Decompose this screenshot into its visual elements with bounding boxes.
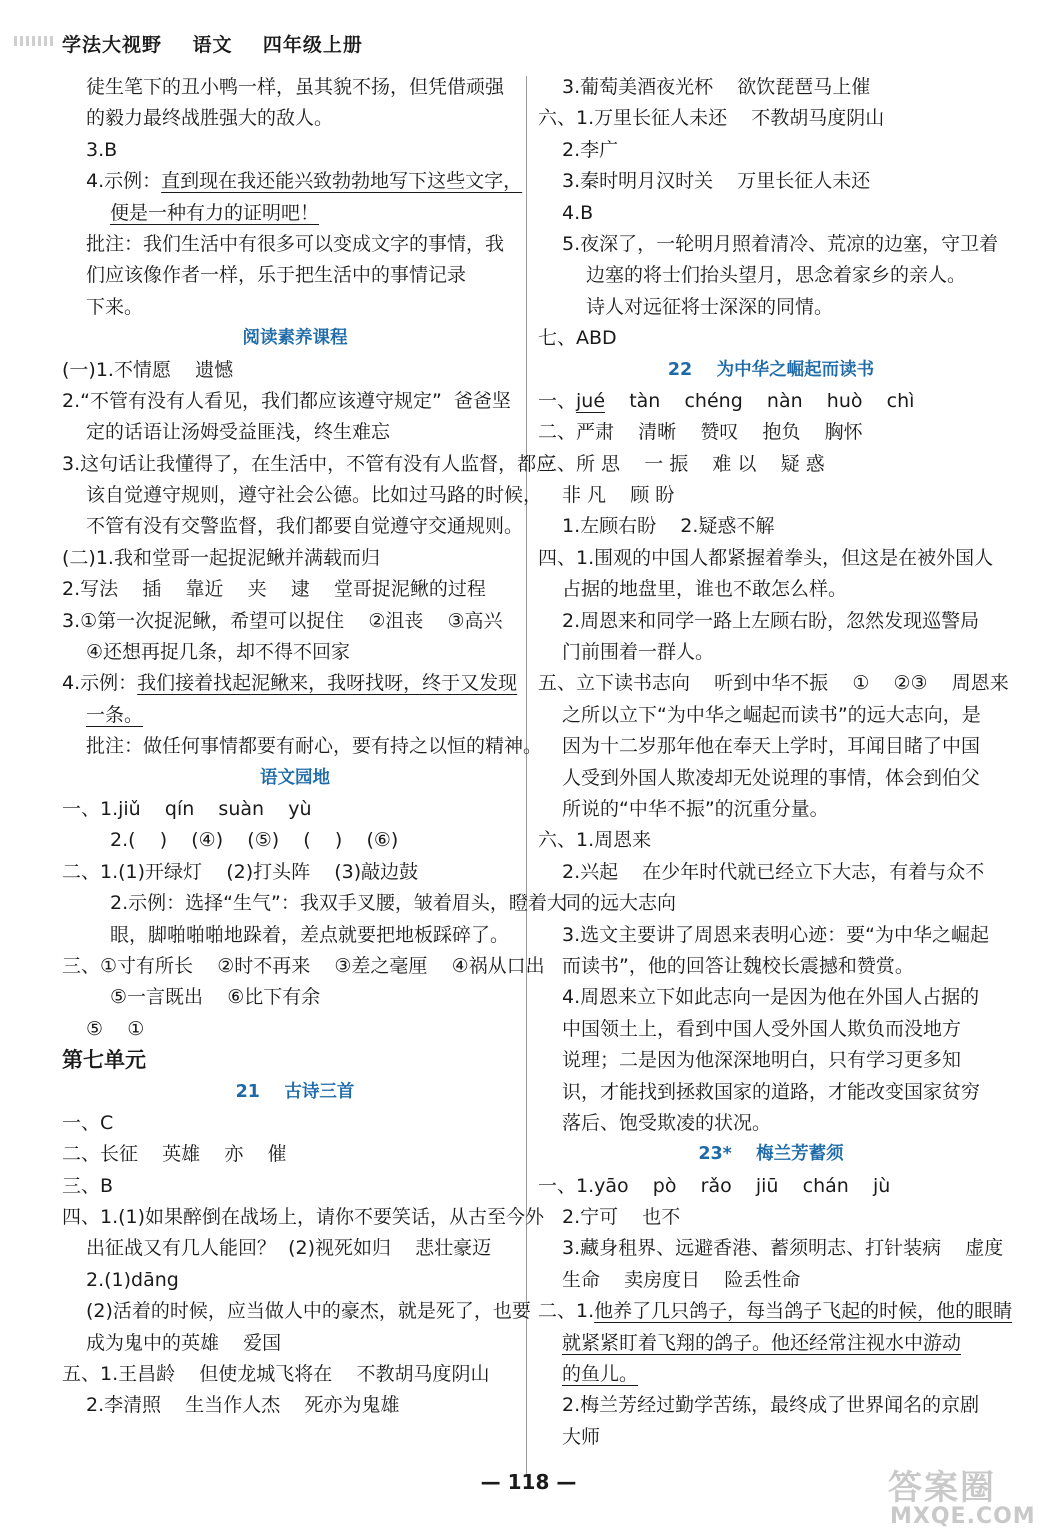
line-text: 2.梅兰芳经过勤学苦练，最终成了世界闻名的京剧 xyxy=(562,1394,980,1417)
line-text: 大师 xyxy=(562,1425,601,1448)
answer-line xyxy=(538,700,1004,731)
line-text: 3.藏身租界、远避香港、蓄须明志、打针装病 虚度 xyxy=(562,1237,1004,1260)
answer-line xyxy=(538,637,1004,668)
line-text: (2)活着的时候，应当做人中的豪杰，就是死了，也要 xyxy=(86,1300,531,1323)
underlined-text: 便是一种有力的证明吧！ xyxy=(110,201,320,224)
answer-line xyxy=(538,1422,1004,1453)
line-text: 门前围着一群人。 xyxy=(562,641,715,664)
line-text: 七、ABD xyxy=(538,327,617,350)
line-text: 4.周恩来立下如此志向一是因为他在外国人占据的 xyxy=(562,986,980,1009)
answer-line xyxy=(538,1171,1004,1202)
answer-line xyxy=(62,166,528,197)
answer-line xyxy=(62,355,528,386)
line-text: 同的远大志向 xyxy=(562,892,677,915)
unit-title xyxy=(62,1045,528,1076)
answer-line xyxy=(62,198,528,229)
answer-line xyxy=(62,72,528,103)
line-text: 落后、饱受欺凌的状况。 xyxy=(562,1111,772,1134)
line-text: 3.秦时明月汉时关 万里长征人未还 xyxy=(562,170,871,193)
line-text: 三、所 思 一 振 难 以 疑 惑 xyxy=(538,452,825,475)
answer-line xyxy=(62,574,528,605)
line-text: 2.宁可 也不 xyxy=(562,1206,681,1229)
line-text: 该自觉遵守规则，遵守社会公德。比如过马路的时候， xyxy=(86,484,543,507)
answer-line xyxy=(538,543,1004,574)
line-text: 2.“不管有没有人看见，我们都应该遵守规定” 爸爸坚 xyxy=(62,389,511,412)
answer-line xyxy=(62,417,528,448)
answer-line xyxy=(538,103,1004,134)
line-text: 2.(1)dāng xyxy=(86,1268,179,1291)
line-text: ④还想再捉几条，却不得不回家 xyxy=(86,641,351,664)
answer-line xyxy=(62,1296,531,1327)
answer-line xyxy=(62,511,528,542)
line-text: 一、 xyxy=(538,389,577,412)
line-text: 5.夜深了，一轮明月照着清冷、荒凉的边塞，守卫着 xyxy=(562,232,999,255)
answer-line xyxy=(538,1108,1004,1139)
line-text: 不管有没有交警监督，我们都要自觉遵守交通规则。 xyxy=(86,515,524,538)
line-text: 眼，脚啪啪啪地跺着，差点就要把地板踩碎了。 xyxy=(110,923,510,946)
answer-line xyxy=(538,1265,1004,1296)
underlined-text: 他养了几只鸽子，每当鸽子飞起的时候，他的眼睛 xyxy=(594,1300,1013,1323)
line-text: 三、B xyxy=(62,1174,114,1197)
answer-line xyxy=(62,1014,528,1045)
line-text: 四、1.围观的中国人都紧握着拳头，但这是在被外国人 xyxy=(538,546,994,569)
answer-line xyxy=(62,1139,528,1170)
line-text: 的毅力最终战胜强大的敌人。 xyxy=(86,107,334,130)
line-text: 二、1.(1)开绿灯 (2)打头阵 (3)敲边鼓 xyxy=(62,860,419,883)
line-text: 之所以立下“为中华之崛起而读书”的远大志向，是 xyxy=(562,703,981,726)
watermark-main: 答案圈 xyxy=(888,1468,996,1508)
answer-line xyxy=(62,1202,545,1233)
line-text: 二、长征 英雄 亦 催 xyxy=(62,1143,287,1166)
line-text: 诗人对远征将士深深的同情。 xyxy=(586,295,834,318)
answer-line xyxy=(62,794,528,825)
answer-line xyxy=(62,1328,528,1359)
underlined-text: 就紧紧盯着飞翔的鸽子。他还经常注视水中游动 xyxy=(562,1331,962,1354)
answer-line xyxy=(538,731,1004,762)
line-text: 阅读素养课程 xyxy=(242,328,348,349)
section-heading xyxy=(62,323,528,354)
answer-line xyxy=(538,1045,1004,1076)
line-text: 语文园地 xyxy=(260,767,330,788)
line-text: 二、1. xyxy=(538,1300,595,1323)
answer-line xyxy=(538,1014,1004,1045)
answer-line xyxy=(538,825,1004,856)
answer-line xyxy=(62,982,528,1013)
line-text: 徒生笔下的丑小鸭一样，虽其貌不扬，但凭借顽强 xyxy=(86,76,505,98)
underlined-text: 直到现在我还能兴致勃勃地写下这些文字， xyxy=(161,170,523,193)
answer-line xyxy=(62,135,528,166)
watermark-logo xyxy=(880,1460,1050,1534)
line-text: 一、1.jiǔ qín suàn yù xyxy=(62,797,312,820)
line-text: 五、立下读书志向 听到中华不振 ① ②③ 周恩来 xyxy=(538,672,1009,695)
answer-line xyxy=(62,1265,528,1296)
answer-line xyxy=(62,1233,528,1264)
page-header xyxy=(0,0,1057,62)
section-heading xyxy=(538,1139,1004,1170)
line-text: 二、严肃 清晰 赞叹 抱负 胸怀 xyxy=(538,421,863,444)
line-text: 占据的地盘里，谁也不敢怎么样。 xyxy=(562,578,848,601)
line-text: 六、1.万里长征人未还 不教胡马度阴山 xyxy=(538,107,885,130)
line-text: 4.B xyxy=(562,201,594,224)
underlined-text: 一条。 xyxy=(86,703,144,726)
answer-line xyxy=(538,574,1004,605)
answer-line xyxy=(538,857,1004,888)
line-text: 批注：做任何事情都要有耐心，要有持之以恒的精神。 xyxy=(86,735,543,758)
section-heading xyxy=(538,355,1004,386)
line-text: 4.示例： xyxy=(62,672,138,695)
answer-line xyxy=(538,72,1004,103)
line-text: 三、①寸有所长 ②时不再来 ③差之毫厘 ④祸从口出 xyxy=(62,954,545,977)
page-number: — 118 — xyxy=(480,1470,577,1494)
line-text: 定的话语让汤姆受益匪浅，终生难忘 xyxy=(86,421,391,444)
answer-line xyxy=(538,386,1004,417)
answer-line xyxy=(62,260,528,291)
line-text: 3.B xyxy=(86,138,118,161)
line-text: 3.选文主要讲了周恩来表明心迹：要“为中华之崛起 xyxy=(562,923,989,946)
answer-line xyxy=(62,103,528,134)
line-text: 3.这句话让我懂得了，在生活中，不管有没有人监督，都应 xyxy=(62,452,556,475)
answer-line xyxy=(62,731,543,762)
line-text: 非 凡 顾 盼 xyxy=(562,484,675,507)
line-text: 而读书”，他的回答让魏校长震撼和赞赏。 xyxy=(562,954,914,977)
line-text: 出征战又有几人能回？ (2)视死如归 悲壮豪迈 xyxy=(86,1237,492,1260)
answer-line xyxy=(62,920,528,951)
answer-line xyxy=(538,1202,1004,1233)
right-column xyxy=(538,72,1013,1453)
line-text: 人受到外国人欺凌却无处说理的事情，体会到伯父 xyxy=(562,766,981,789)
answer-line xyxy=(62,825,528,856)
line-text: 边塞的将士们抬头望月，思念着家乡的亲人。 xyxy=(586,264,967,287)
answer-line xyxy=(538,417,1004,448)
line-text: 1.左顾右盼 2.疑惑不解 xyxy=(562,515,775,538)
answer-line xyxy=(62,857,528,888)
line-text: 所说的“中华不振”的沉重分量。 xyxy=(562,797,829,820)
answer-line xyxy=(538,763,1004,794)
line-text: 23* 梅兰芳蓄须 xyxy=(698,1144,844,1165)
answer-line xyxy=(62,668,528,699)
answer-line xyxy=(538,292,1004,323)
answer-line xyxy=(538,1077,1004,1108)
line-text: (二)1.我和堂哥一起捉泥鳅并满载而归 xyxy=(62,546,380,569)
line-text: 一、1.yāo pò rǎo jiū chán jù xyxy=(538,1174,891,1197)
underlined-text: 的鱼儿。 xyxy=(562,1363,639,1386)
answer-line xyxy=(62,543,528,574)
line-text: 第七单元 xyxy=(62,1048,146,1073)
line-text: 2.李广 xyxy=(562,138,619,161)
answer-line xyxy=(538,1233,1004,1264)
line-text: 下来。 xyxy=(86,295,144,318)
answer-line xyxy=(62,480,543,511)
answer-line xyxy=(538,794,1004,825)
line-text: 中国领土上，看到中国人受外国人欺负而没地方 xyxy=(562,1017,962,1040)
watermark-sub: MXQE.COM xyxy=(890,1504,1036,1529)
line-text: 说理；二是因为他深深地明白，只有学习更多知 xyxy=(562,1049,962,1072)
answer-line xyxy=(62,1390,528,1421)
line-text: 2.周恩来和同学一路上左顾右盼，忽然发现巡警局 xyxy=(562,609,980,632)
answer-line xyxy=(62,229,528,260)
answer-line xyxy=(538,920,1004,951)
line-text: 21 古诗三首 xyxy=(235,1081,355,1102)
answer-line xyxy=(62,1171,528,1202)
line-text: 因为十二岁那年他在奉天上学时，耳闻目睹了中国 xyxy=(562,735,981,758)
answer-line xyxy=(538,135,1004,166)
line-text: 2.写法 插 靠近 夹 逮 堂哥捉泥鳅的过程 xyxy=(62,578,486,601)
line-text: 六、1.周恩来 xyxy=(538,829,652,852)
answer-line xyxy=(62,888,566,919)
answer-line xyxy=(538,449,1004,480)
answer-line xyxy=(62,386,528,417)
line-text-rest: tàn chéng nàn huò chì xyxy=(605,389,915,412)
answer-line xyxy=(62,1359,528,1390)
line-text: ⑤一言既出 ⑥比下有余 xyxy=(110,986,321,1009)
section-heading xyxy=(62,763,528,794)
answer-line xyxy=(538,606,1004,637)
line-text: 2.李清照 生当作人杰 死亦为鬼雄 xyxy=(86,1394,400,1417)
answer-line xyxy=(538,668,1009,699)
line-text: 批注：我们生活中有很多可以变成文字的事情，我 xyxy=(86,232,505,255)
answer-line xyxy=(538,888,1004,919)
line-text: ⑤ ① xyxy=(86,1017,145,1040)
line-text: 五、1.王昌龄 但使龙城飞将在 不教胡马度阴山 xyxy=(62,1363,490,1386)
answer-line xyxy=(62,292,528,323)
header-decoration xyxy=(14,36,54,46)
answer-line xyxy=(62,637,528,668)
answer-line xyxy=(62,449,556,480)
answer-line xyxy=(538,323,1004,354)
answer-line xyxy=(538,198,1004,229)
header-title: 学法大视野 语文 四年级上册 xyxy=(62,34,363,56)
line-text: 4.示例： xyxy=(86,170,162,193)
line-text: 22 为中华之崛起而读书 xyxy=(667,359,875,380)
answer-line xyxy=(538,951,1004,982)
answer-line xyxy=(538,1328,1004,1359)
line-text: 3.葡萄美酒夜光杯 欲饮琵琶马上催 xyxy=(562,76,871,98)
left-column xyxy=(62,72,566,1422)
line-text: 识，才能找到拯救国家的道路，才能改变国家贫穷 xyxy=(562,1080,981,1103)
answer-line xyxy=(62,951,545,982)
line-text: 2.( ) (④) (⑤) ( ) (⑥) xyxy=(110,829,399,852)
answer-line xyxy=(538,1390,1004,1421)
line-text: 2.示例：选择“生气”：我双手叉腰，皱着眉头，瞪着大 xyxy=(110,892,566,915)
line-text: (一)1.不情愿 遗憾 xyxy=(62,358,234,381)
line-text: 一、C xyxy=(62,1111,114,1134)
answer-line xyxy=(538,511,1004,542)
underlined-text: jué xyxy=(576,389,606,412)
answer-line xyxy=(62,1108,528,1139)
answer-line xyxy=(538,166,1004,197)
answer-line xyxy=(62,606,528,637)
line-text: 们应该像作者一样，乐于把生活中的事情记录 xyxy=(86,264,467,287)
answer-line xyxy=(538,480,1004,511)
line-text: 成为鬼中的英雄 爱国 xyxy=(86,1331,282,1354)
line-text: 四、1.(1)如果醉倒在战场上，请你不要笑话，从古至今外 xyxy=(62,1206,545,1229)
answer-line xyxy=(538,1359,1004,1390)
answer-line xyxy=(538,1296,1013,1327)
line-text: 生命 卖房度日 险丢性命 xyxy=(562,1268,801,1291)
line-text: 2.兴起 在少年时代就已经立下大志，有着与众不 xyxy=(562,860,985,883)
answer-line xyxy=(538,260,1004,291)
line-text: 3.①第一次捉泥鳅，希望可以捉住 ②沮丧 ③高兴 xyxy=(62,609,503,632)
underlined-text: 我们接着找起泥鳅来，我呀找呀，终于又发现 xyxy=(137,672,518,695)
answer-line xyxy=(538,982,1004,1013)
section-heading xyxy=(62,1077,528,1108)
answer-line xyxy=(62,700,528,731)
answer-line xyxy=(538,229,1004,260)
